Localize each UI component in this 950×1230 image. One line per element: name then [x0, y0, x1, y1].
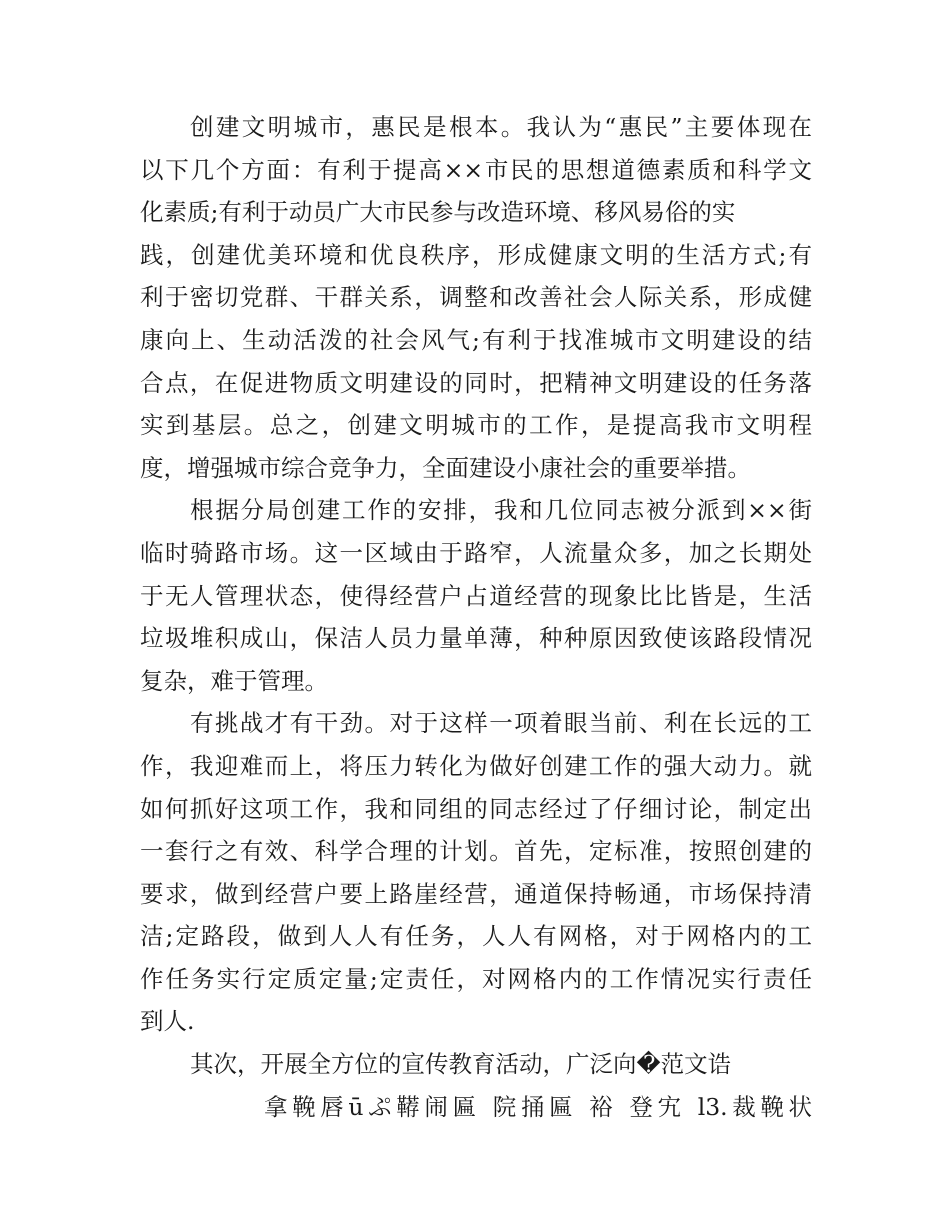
- text-line: 作，我迎难而上，将压力转化为做好创建工作的强大动力。就: [140, 751, 812, 780]
- text-line: 如何抓好这项工作，我和同组的同志经过了仔细讨论，制定出: [140, 794, 812, 823]
- document-page: [140, 106, 812, 1128]
- text-line: 合点，在促进物质文明建设的同时，把精神文明建设的任务落: [140, 368, 812, 397]
- text-line: 临时骑路市场。这一区域由于路窄，人流量众多，加之长期处: [140, 538, 812, 567]
- text-line: 复杂，难于管理。: [140, 666, 328, 695]
- text-line: 利于密切党群、干群关系，调整和改善社会人际关系，形成健: [140, 283, 812, 312]
- text-line: 到人.: [140, 1007, 195, 1036]
- text-line: 作任务实行定质定量;定责任，对网格内的工作情况实行责任: [140, 964, 812, 993]
- text-line: 其次，开展全方位的宣传教育活动，广泛向�范文诰: [190, 1050, 732, 1079]
- text-line: 创建文明城市，惠民是根本。我认为“惠民”主要体现在: [190, 113, 812, 141]
- text-line: 践，创建优美环境和优良秩序，形成健康文明的生活方式;有: [140, 240, 812, 269]
- text-line: 于无人管理状态，使得经营户占道经营的现象比比皆是，生活: [140, 581, 812, 610]
- text-line: 要求，做到经营户要上路崖经营，通道保持畅通，市场保持清: [140, 879, 812, 908]
- text-line: 垃圾堆积成山，保洁人员力量单薄，种种原因致使该路段情况: [140, 624, 812, 653]
- text-line: 实到基层。总之，创建文明城市的工作，是提高我市文明程: [140, 411, 812, 440]
- text-line: 以下几个方面：有利于提高××市民的思想道德素质和科学文: [140, 155, 812, 184]
- text-line: 洁;定路段，做到人人有任务，人人有网格，对于网格内的工: [140, 922, 812, 951]
- text-line: 有挑战才有干劲。对于这样一项着眼当前、利在长远的工: [190, 709, 812, 738]
- text-line: 化素质;有利于动员广大市民参与改造环境、移风易俗的实: [140, 198, 736, 227]
- text-line: 康向上、生动活泼的社会风气;有利于找准城市文明建设的结: [140, 325, 812, 354]
- text-line: 拿鞔唇ūぷ鞯闹匾 院捅匾 裕 登宄 l3.裁鞔状: [264, 1092, 812, 1121]
- text-line: 一套行之有效、科学合理的计划。首先，定标准，按照创建的: [140, 837, 812, 866]
- text-line: 根据分局创建工作的安排，我和几位同志被分派到××街: [190, 496, 812, 525]
- text-line: 度，增强城市综合竞争力，全面建设小康社会的重要举措。: [140, 453, 751, 482]
